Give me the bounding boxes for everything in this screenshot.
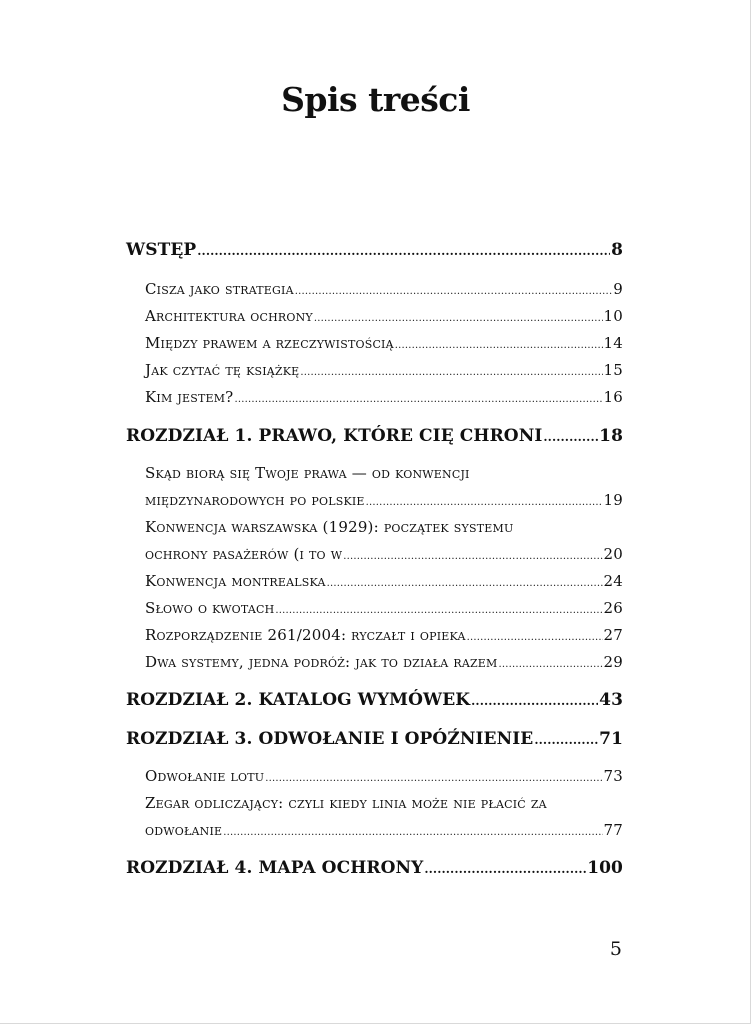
toc-entry-skad-line1[interactable]: Skąd biorą się Twoje prawa — od konwencji xyxy=(145,464,470,482)
dot-leader xyxy=(234,394,602,405)
toc-entry-jak-czytac[interactable] xyxy=(145,361,623,379)
toc-entry-zegar-line1[interactable]: Zegar odliczający: czyli kiedy linia może nie płacić za xyxy=(145,794,547,812)
toc-entry-label: ROZDZIAŁ 2. KATALOG WYMÓWEK xyxy=(126,690,471,710)
toc-entry-page: 19 xyxy=(603,491,623,509)
toc-entry-rozdzial-3[interactable] xyxy=(126,729,623,749)
toc-entry-label: Słowo o kwotach xyxy=(145,599,275,617)
toc-entry-label: ochrony pasażerów (i to w xyxy=(145,545,343,563)
toc-entry-zegar[interactable] xyxy=(145,821,623,839)
toc-entry-miedzy-prawem[interactable] xyxy=(145,334,623,352)
toc-entry-page: 27 xyxy=(603,626,623,644)
toc-entry-odwolanie-lotu[interactable] xyxy=(145,767,623,785)
dot-leader xyxy=(197,244,610,258)
dot-leader xyxy=(499,659,603,670)
toc-entry-label: Między prawem a rzeczywistością xyxy=(145,334,394,352)
toc-entry-page: 8 xyxy=(611,240,623,260)
toc-entry-label: Kim jestem? xyxy=(145,388,234,406)
dot-leader xyxy=(265,773,602,784)
toc-entry-page: 24 xyxy=(603,572,623,590)
toc-entry-cisza[interactable] xyxy=(145,280,623,298)
toc-entry-page: 10 xyxy=(603,307,623,325)
toc-entry-wstep[interactable] xyxy=(126,240,623,260)
dot-leader xyxy=(300,367,602,378)
toc-entry-label: ROZDZIAŁ 1. PRAWO, KTÓRE CIĘ CHRONI xyxy=(126,426,543,446)
toc-entry-label: Konwencja montrealska xyxy=(145,572,326,590)
toc-entry-page: 20 xyxy=(603,545,623,563)
dot-leader xyxy=(295,286,613,297)
page-number: 5 xyxy=(609,938,622,960)
toc-entry-label: Odwołanie lotu xyxy=(145,767,265,785)
toc-entry-page: 9 xyxy=(613,280,623,298)
toc-entry-page: 100 xyxy=(587,858,623,878)
toc-entry-page: 71 xyxy=(599,729,623,749)
toc-entry-page: 73 xyxy=(603,767,623,785)
toc-entry-label: międzynarodowych po polskie xyxy=(145,491,365,509)
toc-entry-label: WSTĘP xyxy=(126,240,197,260)
toc-entry-label: Architektura ochrony xyxy=(145,307,313,325)
toc-entry-page: 15 xyxy=(603,361,623,379)
toc-entry-skad[interactable] xyxy=(145,491,623,509)
toc-entry-dwa-systemy[interactable] xyxy=(145,653,623,671)
toc-entry-rozdzial-4[interactable] xyxy=(126,858,623,878)
dot-leader xyxy=(467,632,603,643)
dot-leader xyxy=(314,313,603,324)
toc-entry-label: Dwa systemy, jedna podróż: jak to działa razem xyxy=(145,653,498,671)
toc-entry-rozdzial-2[interactable] xyxy=(126,690,623,710)
toc-entry-label: Rozporządzenie 261/2004: ryczałt i opieka xyxy=(145,626,466,644)
toc-entry-label: Jak czytać tę książkę xyxy=(145,361,300,379)
dot-leader xyxy=(534,733,598,747)
toc-entry-warszawska[interactable] xyxy=(145,545,623,563)
dot-leader xyxy=(424,862,586,876)
toc-entry-kim-jestem[interactable] xyxy=(145,388,623,406)
toc-entry-label: ROZDZIAŁ 4. MAPA OCHRONY xyxy=(126,858,424,878)
toc-entry-rozporzadzenie[interactable] xyxy=(145,626,623,644)
toc-entry-label: ROZDZIAŁ 3. ODWOŁANIE I OPÓŹNIENIE xyxy=(126,729,534,749)
dot-leader xyxy=(471,694,598,708)
toc-entry-montrealska[interactable] xyxy=(145,572,623,590)
toc-entry-page: 18 xyxy=(599,426,623,446)
dot-leader xyxy=(395,340,603,351)
toc-entry-label: odwołanie xyxy=(145,821,223,839)
toc-entry-page: 14 xyxy=(603,334,623,352)
toc-entry-page: 77 xyxy=(603,821,623,839)
toc-entry-warszawska-line1[interactable]: Konwencja warszawska (1929): początek systemu xyxy=(145,518,514,536)
toc-entry-page: 16 xyxy=(603,388,623,406)
toc-entry-page: 43 xyxy=(599,690,623,710)
dot-leader xyxy=(223,827,602,838)
toc-entry-slowo-o-kwotach[interactable] xyxy=(145,599,623,617)
toc-entry-architektura[interactable] xyxy=(145,307,623,325)
toc-entry-rozdzial-1[interactable] xyxy=(126,426,623,446)
dot-leader xyxy=(343,551,602,562)
dot-leader xyxy=(275,605,602,616)
dot-leader xyxy=(366,497,603,508)
toc-entry-label: Cisza jako strategia xyxy=(145,280,294,298)
toc-entry-page: 26 xyxy=(603,599,623,617)
toc-entry-page: 29 xyxy=(603,653,623,671)
dot-leader xyxy=(543,430,598,444)
dot-leader xyxy=(327,578,603,589)
page-title: Spis treści xyxy=(281,80,470,119)
